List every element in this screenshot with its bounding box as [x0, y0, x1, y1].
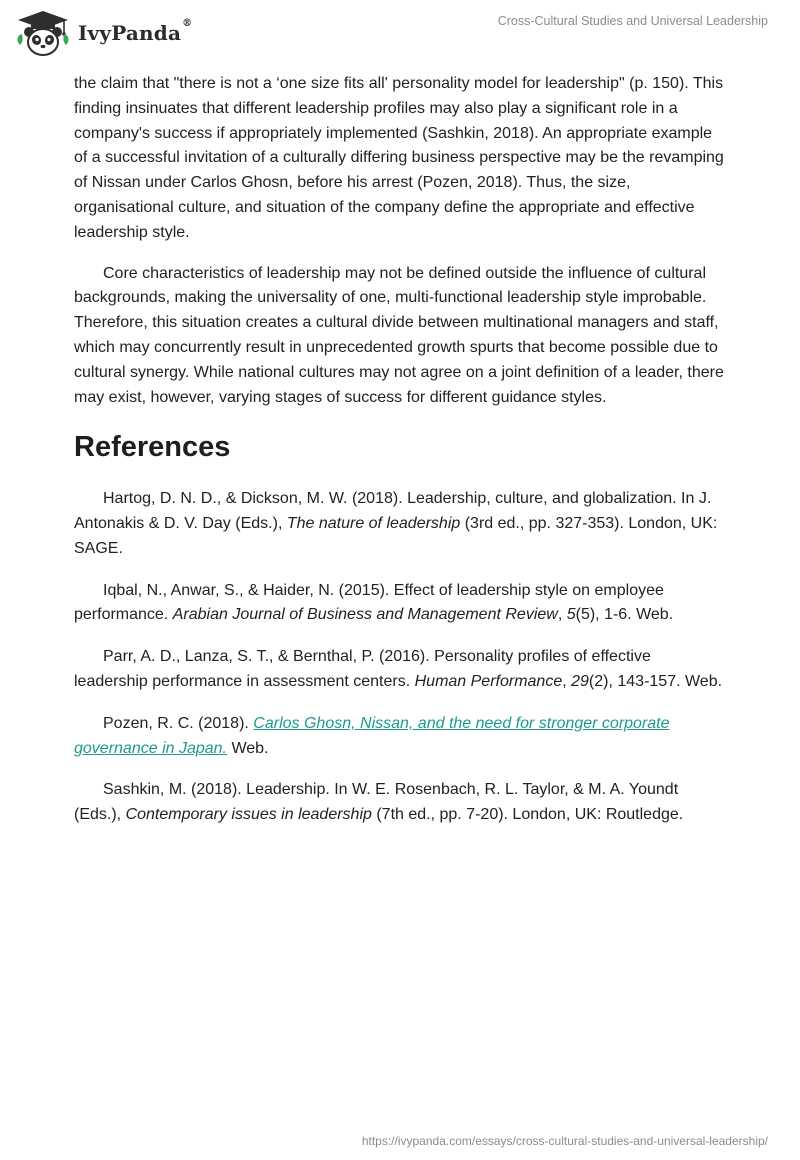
reference-entry: Pozen, R. C. (2018). Carlos Ghosn, Nissan, and the need for stronger corporate governance in Japan. Web.: [74, 714, 670, 757]
source-url: https://ivypanda.com/essays/cross-cultural-studies-and-universal-leadership/: [361, 1134, 768, 1148]
body-paragraph: the claim that "there is not a ‘one size fits all' personality model for leadership" (p. 150). This finding insinuates that different leadership profiles may also play a significant role in a company's success if appropriately implemented (Sashkin, 2018). An appropriate example of a successful invitation of a culturally differing business perspective may be the revamping of Nissan under Carlos Ghosn, before his arrest (Pozen, 2018). Thus, the size, organisational culture, and situation of the company define the appropriate and effective leadership style.: [74, 75, 724, 241]
reference-entry: Parr, A. D., Lanza, S. T., & Bernthal, P. (2016). Personality profiles of effective leadership performance in assessment centers. Human Performance, 29(2), 143-157. Web.: [74, 648, 723, 690]
reference-entry: Iqbal, N., Anwar, S., & Haider, N. (2015). Effect of leadership style on employee performance. Arabian Journal of Business and Management Review, 5(5), 1-6. Web.: [74, 581, 674, 624]
reference-volume: 29: [571, 672, 589, 690]
reference-title: The nature of leadership: [286, 514, 461, 532]
references-heading: References: [74, 431, 231, 464]
body-paragraph: Core characteristics of leadership may not be defined outside the influence of cultural backgrounds, making the universality of one, multi-functional leadership style improbable. Therefore, this situation creates a cultural divide between multinational managers and staff, which may concurrently result in unprecedented growth spurts that become possible due to cultural synergy. While national cultures may not agree on a joint definition of a leader, there may exist, however, varying stages of success for different guidance styles.: [74, 264, 724, 406]
reference-title: Contemporary issues in leadership: [125, 806, 372, 824]
reference-entry: Hartog, D. N. D., & Dickson, M. W. (2018). Leadership, culture, and globalization. In J. Antonakis & D. V. Day (Eds.), The nature of leadership (3rd ed., pp. 327-353). London, UK: SAGE.: [74, 490, 718, 557]
ivypanda-logo[interactable]: [14, 6, 214, 60]
reference-journal: Human Performance: [414, 672, 563, 690]
reference-volume: 5: [566, 606, 576, 624]
document-title: Cross-Cultural Studies and Universal Leadership: [497, 14, 768, 28]
reference-journal: Arabian Journal of Business and Management Review: [172, 606, 558, 624]
reference-link[interactable]: Carlos Ghosn, Nissan, and the need for stronger corporate governance in Japan.: [74, 714, 670, 757]
panda-graduate-icon: [14, 7, 72, 59]
reference-entry: Sashkin, M. (2018). Leadership. In W. E. Rosenbach, R. L. Taylor, & M. A. Youndt (Eds.), Contemporary issues in leadership (7th ed., pp. 7-20). London, UK: Routledge.: [74, 781, 684, 824]
page-header: [0, 0, 800, 64]
logo-wordmark: IvyPanda®: [78, 18, 193, 45]
essay-content: [74, 72, 724, 845]
